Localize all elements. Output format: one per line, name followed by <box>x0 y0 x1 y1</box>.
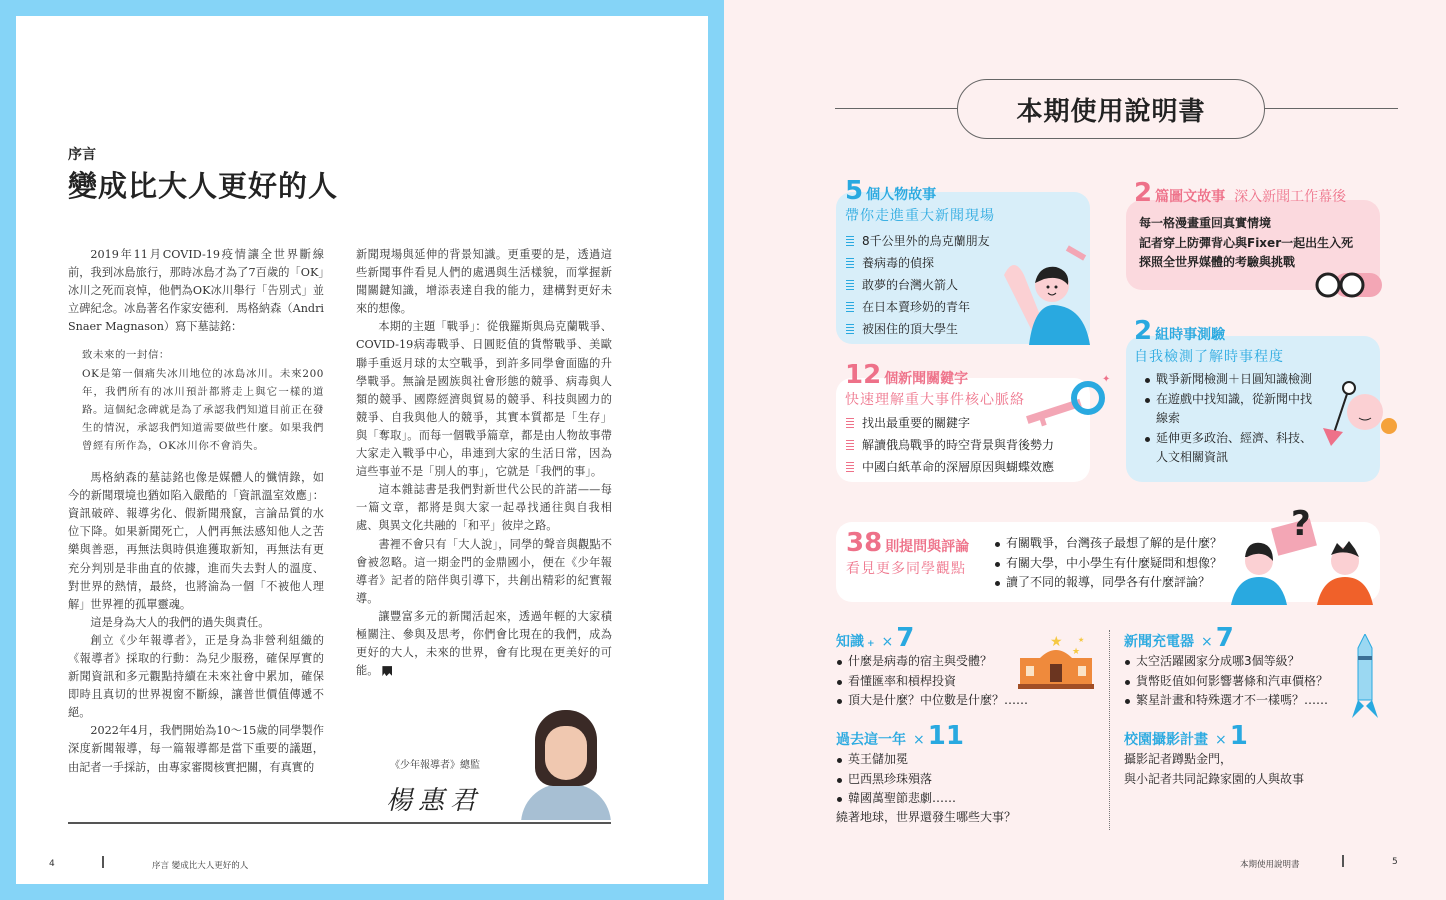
list-item: 敢夢的台灣火箭人 <box>846 273 990 295</box>
column-divider <box>1109 630 1110 830</box>
people-stories-subtitle: 帶你走進重大新聞現場 <box>845 208 995 224</box>
title-text: 個新聞關鍵字 <box>884 371 969 387</box>
quiz-list <box>1144 370 1314 468</box>
quiz-title <box>1134 318 1225 344</box>
keywords-title <box>845 362 968 388</box>
paragraph: 新聞現場與延伸的背景知識。更重要的是，透過這些新聞事件看見人們的處遇與生活樣貌，而掌握新聞關鍵知識，增添表達自我的能力，建構對更好未來的想像。 <box>356 248 612 316</box>
svg-text:?: ? <box>1291 505 1311 544</box>
title-text: 篇圖文故事 <box>1155 189 1226 205</box>
students-with-envelope-illustration <box>1229 505 1379 605</box>
guide-page <box>724 0 1446 900</box>
count: 11 <box>927 721 964 751</box>
comic-stories-title <box>1134 180 1346 206</box>
signature: 楊惠君 <box>386 786 483 816</box>
count: 38 <box>846 528 883 558</box>
rocket-icon <box>1350 634 1380 720</box>
paragraph <box>356 608 612 680</box>
preface-page <box>16 16 708 884</box>
document-icon <box>846 417 854 428</box>
running-title: 本期使用說明書 <box>1240 860 1300 870</box>
past-year-closing: 繞著地球，世界還發生哪些大事？ <box>836 810 1017 824</box>
paragraph: 2022年4月，我們開始為10～15歲的同學製作深度新聞報導，每一篇報導都是當下重要的議題，由記者一手採訪，由專家審閱核實把關，有真實的 <box>68 724 324 774</box>
signature-rule <box>68 822 611 824</box>
svg-text:✦: ✦ <box>1102 374 1111 385</box>
count: 2 <box>1134 178 1153 208</box>
header-rule-right <box>1262 108 1398 109</box>
paragraph: 馬格納森的墓誌銘也像是媒體人的懺情錄，如今的新聞環境也猶如陷入嚴酷的「資訊溫室效應」：資訊破碎、報導劣化、假新聞飛竄，言論品質的水位下降。如果新聞死亡，人們再無法感知他人之苦樂與善惡，再無法與時俱進獲取新知，再無法有更充分判別是非曲直的依據，進而失去對人的溫度、對世界的熱情，最終，也將淪為一個「不被他人理解」世界裡的孤單靈魂。 <box>68 471 324 611</box>
list-item: 讀了不同的報導，同學各有什麼評論？ <box>994 573 1222 593</box>
page-number: 5 <box>1392 857 1398 867</box>
document-icon <box>846 257 854 268</box>
document-icon <box>846 235 854 246</box>
list-item: 繁星計畫和特殊選才不一樣嗎？…… <box>1124 691 1328 711</box>
campus-photo-title: 校園攝影計畫 × 1 <box>1124 721 1248 751</box>
section-label: 序言 <box>68 147 96 163</box>
list-item: 在日本賣珍奶的青年 <box>846 295 990 317</box>
page-title: 變成比大人更好的人 <box>68 169 339 203</box>
campus-photo-description: 攝影記者蹲點金門， 與小記者共同記錄家園的人與故事 <box>1124 752 1305 786</box>
footer-divider <box>1342 855 1344 867</box>
list-item: 在遊戲中找知識，從新聞中找線索 <box>1144 390 1314 429</box>
portrait-body <box>521 784 611 820</box>
letter-heading: 致未來的一封信： <box>82 349 170 362</box>
people-stories-list <box>846 229 990 339</box>
epitaph-letter <box>82 346 324 455</box>
questions-list <box>994 534 1222 593</box>
list-item: 太空活躍國家分成哪3個等級？ <box>1124 652 1328 672</box>
page-number: 4 <box>49 859 55 869</box>
page-title <box>957 79 1265 139</box>
people-stories-title <box>845 178 936 204</box>
document-icon <box>846 279 854 290</box>
page-title-text: 本期使用說明書 <box>1016 96 1206 127</box>
list-item: 有關大學，中小學生有什麼疑問和想像？ <box>994 554 1222 574</box>
title-text: 過去這一年 <box>836 732 906 748</box>
keywords-subtitle: 快速理解重大事件核心脈絡 <box>845 392 1025 408</box>
list-item: 巴西黑珍珠殞落 <box>836 770 956 790</box>
paragraph: 2019年11月COVID-19疫情讓全世界斷線前，我到冰島旅行，那時冰島才為了7百歲的「OK」冰川之死而哀悼，他們為OK冰川舉行「告別式」並立碑紀念。冰島著名作家安德利．馬格納森（Andri Snaer Magnason）寫下墓誌銘： <box>68 248 324 334</box>
svg-text:★: ★ <box>1072 647 1081 657</box>
svg-text:★: ★ <box>1050 634 1063 650</box>
header-rule-left <box>835 108 960 109</box>
title-text: 個人物故事 <box>866 187 937 203</box>
document-icon <box>846 461 854 472</box>
paragraph: 本期的主題「戰爭」：從俄羅斯與烏克蘭戰爭、COVID-19病毒戰爭、日圓貶值的貨幣戰爭、美歐聯手重返月球的太空戰爭，到許多同學會面臨的升學戰爭。無論是國族與社會形態的競爭、病毒與人類的競爭、國際經濟與貿易的競爭、科技與國力的競爭、自我與他人的競爭，其實本質都是「生存」與「奪取」。而每一個戰爭篇章，都是由人物故事帶大家走入戰爭中心，串連到大家的生活日常，因為這些事並不是「別人的事」，它就是「我們的事」。 <box>356 320 612 479</box>
waving-boy-illustration <box>994 245 1094 345</box>
count: 1 <box>1229 721 1248 751</box>
paragraph: 創立《少年報導者》，正是身為非營利組織的《報導者》採取的行動：為兒少服務，確保厚實的新聞資訊和多元觀點持續在未來社會中累加，確保即時且真切的世界視窗不斷線，讓普世價值傳遞不絕。 <box>68 633 324 720</box>
list-item: 韓國萬聖節悲劇…… <box>836 789 956 809</box>
list-item: 被困住的頂大學生 <box>846 317 990 339</box>
count: 2 <box>1134 316 1153 346</box>
document-icon <box>846 301 854 312</box>
list-item: 什麼是病毒的宿主與受體？ <box>836 652 1028 672</box>
key-illustration <box>1022 372 1112 432</box>
paragraph: 這本雜誌書是我們對新世代公民的許諾——每一篇文章，都將是與大家一起尋找通往與自我相處、與異文化共融的「和平」彼岸之路。 <box>356 483 612 533</box>
title-text: 知識 <box>836 634 864 650</box>
svg-text:★: ★ <box>1078 636 1085 644</box>
footer-divider <box>102 856 104 868</box>
text-column-2 <box>356 246 612 680</box>
list-item: 解讀俄烏戰爭的時空背景與背後勢力 <box>846 433 1054 455</box>
news-charger-list <box>1124 652 1328 711</box>
title-text: 組時事測驗 <box>1155 327 1226 343</box>
quiz-subtitle: 自我檢測了解時事程度 <box>1134 349 1284 365</box>
list-item: 英王儲加冕 <box>836 750 956 770</box>
list-item: 貨幣貶值如何影響薯條和汽車價格？ <box>1124 672 1328 692</box>
list-item: 戰爭新聞檢測＋日圓知識檢測 <box>1144 370 1314 390</box>
signature-role: 《少年報導者》總監 <box>390 760 480 771</box>
count: 12 <box>845 360 882 390</box>
portrait-face <box>545 726 587 780</box>
count: 7 <box>1215 623 1234 653</box>
news-charger-title: 新聞充電器 × 7 <box>1124 623 1234 653</box>
subtitle-text: 深入新聞工作幕後 <box>1234 189 1347 205</box>
past-year-title: 過去這一年 × 11 <box>836 721 964 751</box>
title-text: 校園攝影計畫 <box>1124 732 1208 748</box>
list-item: 延伸更多政治、經濟、科技、人文相關資訊 <box>1144 429 1314 468</box>
list-item: 看懂匯率和槓桿投資 <box>836 672 1028 692</box>
list-item: 找出最重要的關鍵字 <box>846 411 1054 433</box>
title-text: 則提問與評論 <box>885 539 970 555</box>
past-year-list <box>836 750 956 809</box>
list-item: 頂大是什麼？中位數是什麼？…… <box>836 691 1028 711</box>
letter-body: OK是第一個痛失冰川地位的冰島冰川。未來200年，我們所有的冰川預計都將走上與它一樣的道路。這個紀念碑就是為了承認我們知道目前正在發生的情況，承認我們知道需要做些什麼。如果我們曾經有所作為，OK冰川你不會消失。 <box>82 367 324 452</box>
author-portrait <box>521 706 611 820</box>
document-icon <box>846 323 854 334</box>
paragraph: 書裡不會只有「大人說」，同學的聲音與觀點不會被忽略。這一期金門的金鼎國小，便在《少年報導者》記者的陪伴與引導下，共創出精彩的紀實報導。 <box>356 537 612 605</box>
comic-stories-description: 每一格漫畫重回真實情境 記者穿上防彈背心與Fixer一起出生入死 探照全世界媒體的考驗與挑戰 <box>1139 216 1354 269</box>
list-item: 有關戰爭，台灣孩子最想了解的是什麼？ <box>994 534 1222 554</box>
list-item: 中國白紙革命的深層原因與蝴蝶效應 <box>846 455 1054 477</box>
end-mark-icon <box>382 666 392 676</box>
questions-title <box>846 530 969 556</box>
paragraph: 這是身為大人的我們的過失與責任。 <box>90 615 270 629</box>
document-icon <box>846 439 854 450</box>
closing-paragraph: 讓豐富多元的新聞活起來，透過年輕的大家積極關注、參與及思考，你們會比現在的我們，成為更好的大人，未來的世界，會有比現在更美好的可能。 <box>356 609 612 678</box>
text-column-1 <box>68 246 324 777</box>
quiz-character-illustration <box>1319 380 1409 450</box>
running-title: 序言 變成比大人更好的人 <box>152 861 249 871</box>
list-item: 養病毒的偵探 <box>846 251 990 273</box>
list-item: 8千公里外的烏克蘭朋友 <box>846 229 990 251</box>
building-illustration <box>1016 632 1096 690</box>
binoculars-icon <box>1314 268 1384 302</box>
count: 7 <box>896 623 915 653</box>
knowledge-list <box>836 652 1028 711</box>
title-text: 新聞充電器 <box>1124 634 1194 650</box>
questions-subtitle: 看見更多同學觀點 <box>846 561 966 577</box>
knowledge-title: 知識 + × 7 <box>836 623 915 653</box>
count: 5 <box>845 176 864 206</box>
